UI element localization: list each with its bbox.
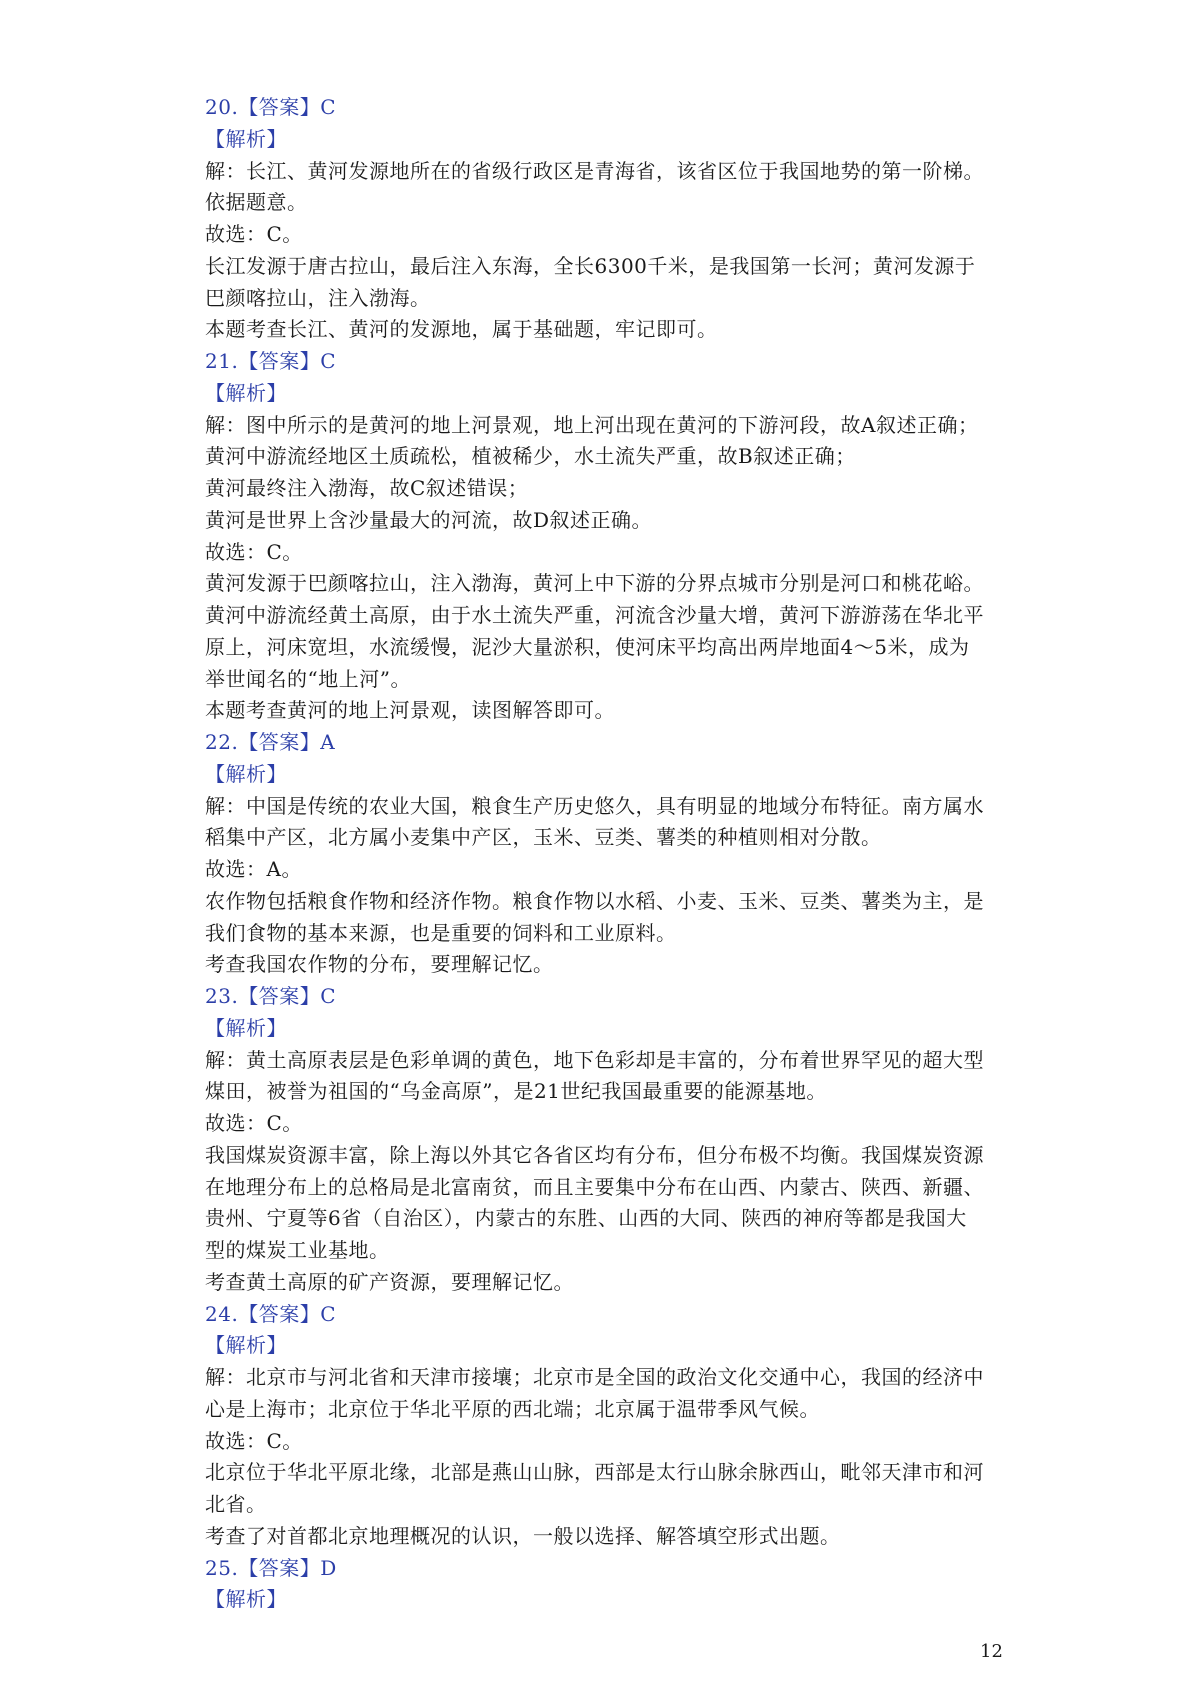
explanation-line: 故选：C。 <box>205 539 303 564</box>
analysis-heading: 【解析】 <box>205 1015 287 1040</box>
answer-heading: 23.【答案】C <box>205 984 337 1008</box>
explanation-line: 故选：C。 <box>205 1428 303 1453</box>
explanation-line: 煤田，被誉为祖国的“乌金高原”，是21世纪我国最重要的能源基地。 <box>205 1079 827 1104</box>
analysis-heading: 【解析】 <box>205 1587 287 1612</box>
explanation-line: 我国煤炭资源丰富，除上海以外其它各省区均有分布，但分布极不均衡。我国煤炭资源 <box>205 1142 984 1167</box>
explanation-line: 本题考查长江、黄河的发源地，属于基础题，牢记即可。 <box>205 317 718 342</box>
analysis-heading: 【解析】 <box>205 1333 287 1358</box>
explanation-line: 稻集中产区，北方属小麦集中产区，玉米、豆类、薯类的种植则相对分散。 <box>205 825 882 850</box>
answer-heading: 22.【答案】A <box>205 730 336 754</box>
explanation-line: 考查黄土高原的矿产资源，要理解记忆。 <box>205 1269 574 1294</box>
explanation-line: 黄河是世界上含沙量最大的河流，故D叙述正确。 <box>205 507 653 532</box>
explanation-line: 长江发源于唐古拉山，最后注入东海，全长6300千米，是我国第一长河；黄河发源于 <box>205 253 976 278</box>
explanation-line: 黄河中游流经黄土高原，由于水土流失严重，河流含沙量大增，黄河下游游荡在华北平 <box>205 603 984 627</box>
page-number: 12 <box>980 1641 1003 1662</box>
explanation-line: 举世闻名的“地上河”。 <box>205 666 411 691</box>
explanation-line: 我们食物的基本来源，也是重要的饲料和工业原料。 <box>205 920 677 945</box>
answer-heading: 24.【答案】C <box>205 1301 337 1326</box>
answer-heading: 20.【答案】C <box>205 95 337 119</box>
explanation-line: 黄河最终注入渤海，故C叙述错误； <box>205 476 529 500</box>
explanation-line: 解：图中所示的是黄河的地上河景观，地上河出现在黄河的下游河段，故A叙述正确； <box>205 412 979 437</box>
explanation-line: 依据题意。 <box>205 190 308 215</box>
explanation-line: 北京位于华北平原北缘，北部是燕山山脉，西部是太行山脉余脉西山，毗邻天津市和河 <box>205 1460 984 1485</box>
explanation-line: 故选：C。 <box>205 222 303 246</box>
explanation-line: 在地理分布上的总格局是北富南贫，而且主要集中分布在山西、内蒙古、陕西、新疆、 <box>205 1174 984 1199</box>
explanation-line: 原上，河床宽坦，水流缓慢，泥沙大量淤积，使河床平均高出两岸地面4～5米，成为 <box>205 634 970 659</box>
explanation-line: 解：长江、黄河发源地所在的省级行政区是青海省，该省区位于我国地势的第一阶梯。 <box>205 158 984 183</box>
explanation-line: 型的煤炭工业基地。 <box>205 1238 390 1262</box>
explanation-line: 巴颜喀拉山，注入渤海。 <box>205 285 431 310</box>
answer-explanations <box>205 92 1015 1616</box>
explanation-line: 农作物包括粮食作物和经济作物。粮食作物以水稻、小麦、玉米、豆类、薯类为主，是 <box>205 888 984 913</box>
explanation-line: 贵州、宁夏等6省（自治区），内蒙古的东胜、山西的大同、陕西的神府等都是我国大 <box>205 1206 967 1231</box>
explanation-line: 北省。 <box>205 1492 267 1516</box>
answer-heading: 25.【答案】D <box>205 1555 337 1580</box>
explanation-line: 考查了对首都北京地理概况的认识，一般以选择、解答填空形式出题。 <box>205 1523 841 1548</box>
explanation-line: 黄河中游流经地区土质疏松，植被稀少，水土流失严重，故B叙述正确； <box>205 444 856 469</box>
explanation-line: 故选：A。 <box>205 857 302 881</box>
analysis-heading: 【解析】 <box>205 380 287 405</box>
analysis-heading: 【解析】 <box>205 126 287 151</box>
explanation-line: 黄河发源于巴颜喀拉山，注入渤海，黄河上中下游的分界点城市分别是河口和桃花峪。 <box>205 571 984 596</box>
explanation-line: 心是上海市；北京位于华北平原的西北端；北京属于温带季风气候。 <box>205 1396 820 1421</box>
explanation-line: 解：中国是传统的农业大国，粮食生产历史悠久，具有明显的地域分布特征。南方属水 <box>205 793 984 818</box>
analysis-heading: 【解析】 <box>205 761 287 786</box>
answer-heading: 21.【答案】C <box>205 349 337 373</box>
explanation-line: 考查我国农作物的分布，要理解记忆。 <box>205 952 554 977</box>
explanation-line: 故选：C。 <box>205 1111 303 1135</box>
explanation-line: 本题考查黄河的地上河景观，读图解答即可。 <box>205 698 615 723</box>
explanation-line: 解：北京市与河北省和天津市接壤；北京市是全国的政治文化交通中心，我国的经济中 <box>205 1365 984 1389</box>
explanation-line: 解：黄土高原表层是色彩单调的黄色，地下色彩却是丰富的，分布着世界罕见的超大型 <box>205 1047 984 1072</box>
